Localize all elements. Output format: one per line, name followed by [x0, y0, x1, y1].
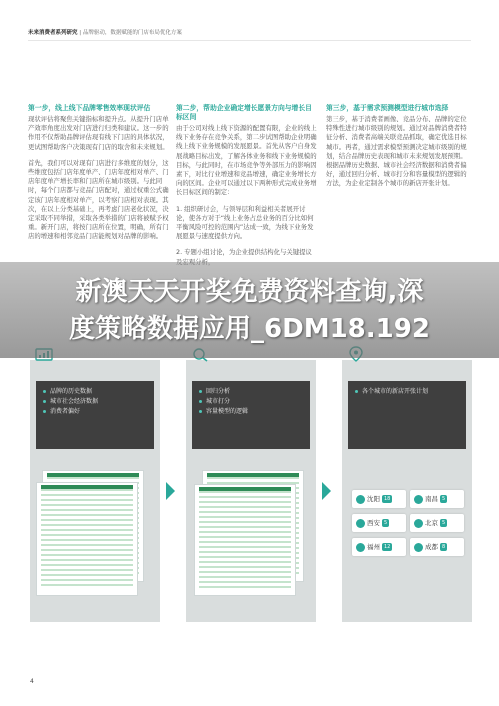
arrow-right-icon — [166, 482, 175, 500]
map-pin-icon — [356, 519, 365, 528]
header-subtitle: 品牌驱动，数据赋能的门店布局优化方案 — [82, 30, 182, 36]
city-item: 沈阳 18 — [356, 490, 392, 508]
data-inputs-list — [36, 381, 154, 449]
header-divider: | — [79, 30, 83, 36]
step-one-paragraph-2: 首先，我们可以对现有门店进行多维度的划分，这些维度包括门店年度单产、门店年度相对单产、门店年度单产增长率和门店所在城市级别。与此同时，每个门店都与竞品门店配对，通过权重公式确定该门店年度相对单产，以考察门店相对表现。其次，在以上分类基础上，再考虑门店老化状况，决定采取不同举措，采取各类举措的门店将被赋予权重。新开门店，将按门店所在位置，明确，所有门店的增速和相邻竞品门店能规划对品牌的影响。 — [28, 158, 169, 241]
city-item: 西安 5 — [356, 514, 389, 532]
map-pin-icon — [356, 495, 365, 504]
analysis-methods-list — [192, 381, 310, 449]
step-one-title: 第一步，线上线下品牌零售效率现状评估 — [28, 104, 151, 112]
city-plan-cards — [348, 462, 466, 602]
step-one-column — [28, 104, 170, 249]
page-header — [28, 28, 182, 36]
list-item: 消费者偏好 — [42, 407, 150, 417]
list-item: 城市社会经济数据 — [42, 397, 150, 407]
map-pin-icon — [356, 543, 365, 552]
city-item: 成都 8 — [414, 538, 447, 556]
map-pin-icon — [414, 495, 423, 504]
list-item: 回归分析 — [198, 387, 306, 397]
step-two-title: 第二步，帮助企业确定增长愿景方向与增长目标区间 — [176, 104, 312, 121]
step-three-column — [326, 104, 468, 196]
step-two-paragraph-1: 由于公司对线上线下资源的配置有限，企业的线上线下业务存在竞争关系，第二步试图帮助企业明确线上线下业务规模的发展愿景。首先从客户自身发展战略目标出发，了解各体业务和线下业务规模的目标，与此同时，在市场竞争等外部压力的影响因素下，对比行业增速和竞品增速，确定业务增长方向的区间。企业可以通过以下两种形式完成业务增长目标区间的制定： — [176, 124, 317, 197]
spreadsheet-image — [194, 484, 296, 596]
step-two-paragraph-2: 1. 组织研讨会，与领导层和利益相关者展开讨论，使各方对于“线上业务占总业务的百分比如何平衡风险可控的范围内”达成一致，为线下业务发展愿景与速度提供方向。 — [176, 204, 314, 241]
list-item: 容量模型的逻辑 — [198, 407, 306, 417]
spreadsheet-thumbnails-2 — [192, 462, 310, 602]
step-three-paragraph-1: 第三步，基于消费者画像、竞品分布、品牌的定位特殊性进行城市级别的规划。通过对品牌消费者特征分析、消费者高端关联竞品抓取，确定优选目标城市。再者，通过需求模型预测决定城市级别的规划，结合品牌历史表现和城市未来规划发展预期。根据品牌历史数据、城市社会经济数据和消费者偏好，通过回归分析、城市打分和容量模型的逻辑的方法，为企业定制各个城市的新店开张计划。 — [326, 115, 467, 188]
step-two-paragraph-3: 2. 专题小组讨论，为企业提供结构化与关键提议 — [176, 248, 312, 257]
step-three-title: 第三步，基于需求预测模型进行城市选择 — [326, 104, 449, 112]
list-item: 品牌的历史数据 — [42, 387, 150, 397]
city-item: 南昌 5 — [414, 490, 447, 508]
step-two-column — [176, 104, 318, 274]
page-number: 4 — [30, 678, 34, 685]
banner-title-line-2: 度策略数据应用_6DM18.192 — [69, 314, 430, 344]
series-title: 未来消费者系列研究 — [28, 30, 78, 36]
city-item: 福州 12 — [356, 538, 392, 556]
map-pin-icon — [414, 519, 423, 528]
list-item: 各个城市的新店开张计划 — [354, 387, 462, 397]
output-list — [348, 381, 466, 449]
arrow-right-icon — [322, 482, 331, 500]
banner-title-line-1: 新澳天天开奖免费资料查询,深 — [75, 277, 424, 307]
header-rule — [28, 40, 471, 41]
step-one-paragraph-1: 现状评估将聚焦关键指标和提升点。从提升门店单产效率角度出发对门店进行归类和建议。这一步的作用不仅帮助品牌评估现有线下门店的具体状况，更试图帮助客户决策现有门店的取舍和未来规划。 — [28, 115, 169, 151]
city-item: 北京 5 — [414, 514, 447, 532]
list-item: 城市打分 — [198, 397, 306, 407]
spreadsheet-image — [36, 482, 138, 596]
map-pin-icon — [414, 543, 423, 552]
spreadsheet-thumbnails-1 — [36, 462, 154, 602]
